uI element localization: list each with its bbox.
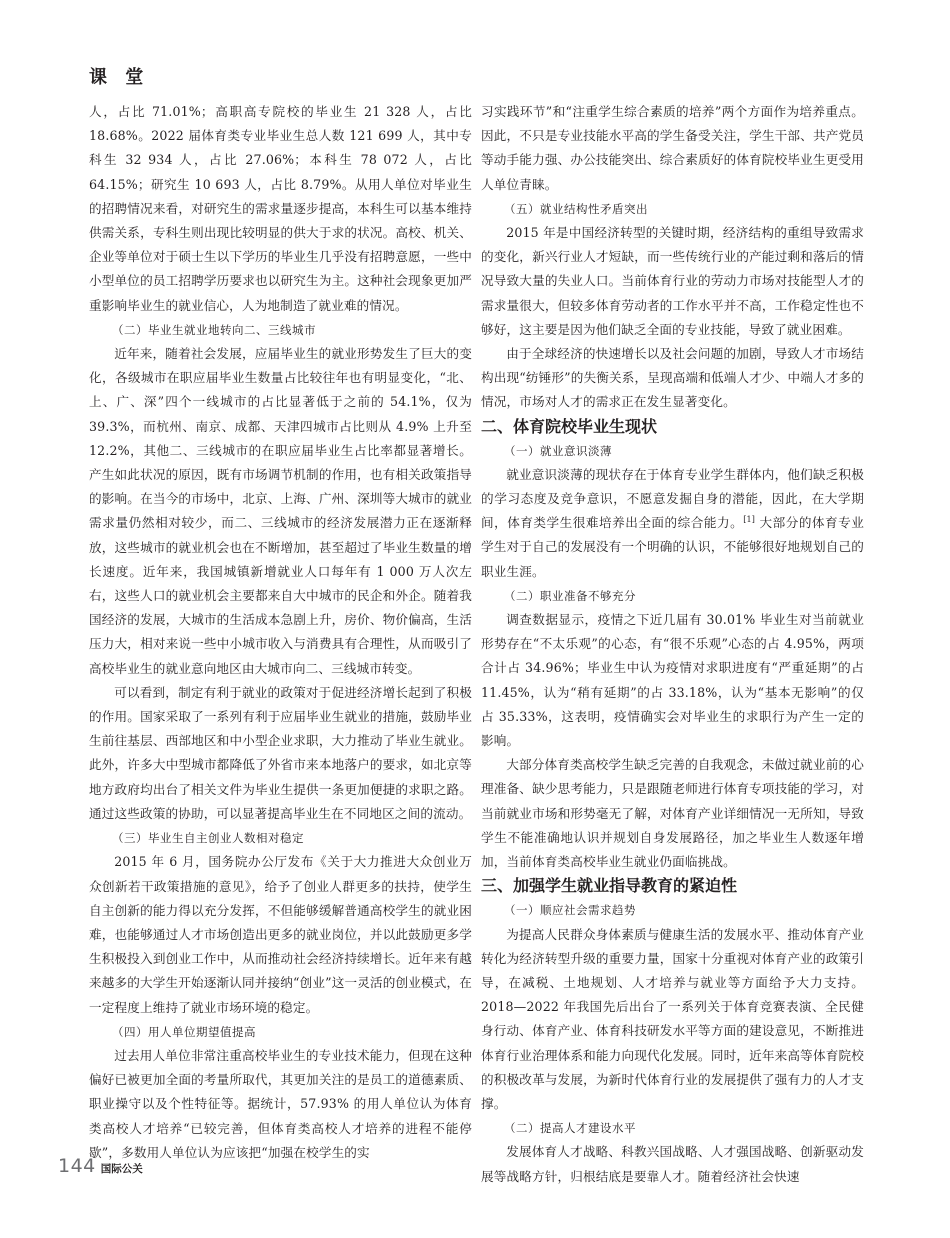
subheading: （三）毕业生自主创业人数相对稳定 — [112, 831, 304, 846]
paragraph-text: 就业意识淡薄的现状存在于体育专业学生群体内，他们缺乏积极的学习态度及竞争意识，不愿意发掘自身的潜能，因此，在大学期间，体育类学生很难培养出全面的综合能力。 — [481, 466, 864, 531]
section-heading: 二、体育院校毕业生现状 — [481, 416, 658, 436]
subheading: （二）提高人才建设水平 — [504, 1121, 636, 1136]
paragraph: 近年来，随着社会发展，应届毕业生的就业形势发生了巨大的变化，各级城市在职应届毕业生数量占比较往年也有明显变化，“北、上、广、深”四个一线城市的占比显著低于之前的 54.1%，仅为 39.3%，而杭州、南京、成都、天津四城市占比则从 4.9% 上升至 12.2%，其他二、三线城市的在职应届毕业生占比率都显著增长。产生如此状况的原因，既有市场调节机制的作用，也有相关政策指导的影响。在当今的市场中，北京、上海、广州、深圳等大城市的就业需求量仍然相对较少，而二、三线城市的经济发展潜力正在逐渐释放，这些城市的就业机会也在不断增加，甚至超过了毕业生数量的增长速度。近年来，我国城镇新增就业人口每年有 1 000 万人次左右，这些人口的就业机会主要都来自大中城市的民企和外企。随着我国经济的发展，大城市的生活成本急剧上升，房价、物价偏高，生活压力大，相对来说一些中小城市收入与消费具有合理性，从而吸引了高校毕业生的就业意向地区由大城市向二、三线城市转变。 — [89, 346, 472, 676]
paragraph: 2015 年是中国经济转型的关键时期，经济结构的重组导致需求的变化，新兴行业人才短缺，而一些传统行业的产能过剩和落后的情况导致大量的失业人口。当前体育行业的劳动力市场对技能型人才的需求量很大，但较多体育劳动者的工作水平并不高，工作稳定性也不够好，这主要是因为他们缺乏全面的专业技能，导致了就业困难。 — [481, 225, 864, 337]
paragraph: 大部分体育类高校学生缺乏完善的自我观念，未做过就业前的心理准备、缺少思考能力，只是跟随老师进行体育专项技能的学习，对当前就业市场和形势毫无了解，对体育产业详细情况一无所知，导致学生不能准确地认识并规划自身发展路径，加之毕业生人数逐年增加，当前体育类高校毕业生就业仍面临挑战。 — [481, 757, 864, 870]
right-column — [481, 100, 864, 1189]
page-footer — [58, 1155, 143, 1177]
subheading: （四）用人单位期望值提高 — [112, 1024, 256, 1039]
paragraph: 2015 年 6 月，国务院办公厅发布《关于大力推进大众创业万众创新若干政策措施的意见》，给予了创业人群更多的扶持，使学生自主创新的能力得以充分发挥，不但能够缓解普通高校学生的就业困难，也能够通过人才市场创造出更多的就业岗位，并以此鼓励更多学生积极投入到创业工作中，从而推动社会经济持续增长。近年来有越来越多的大学生开始逐渐认同并接纳“创业”这一灵活的创业模式，在一定程度上维持了就业市场环境的稳定。 — [89, 854, 472, 1015]
paragraph: 可以看到，制定有利于就业的政策对于促进经济增长起到了积极的作用。国家采取了一系列有利于应届毕业生就业的措施，鼓励毕业生前往基层、西部地区和中小型企业求职，大力推动了毕业生就业。此外，许多大中型城市都降低了外省市来本地落户的要求，如北京等地方政府均出台了相关文件为毕业生提供一条更加便捷的求职之路。通过这些政策的协助，可以显著提高毕业生在不同地区之间的流动。 — [89, 684, 472, 821]
page-number: 144 — [58, 1155, 96, 1177]
subheading: （一）就业意识淡薄 — [504, 443, 612, 458]
subheading: （一）顺应社会需求趋势 — [504, 903, 636, 918]
section-heading: 三、加强学生就业指导教育的紧迫性 — [481, 876, 738, 896]
citation: [1] — [743, 515, 755, 525]
section-title: 课 堂 — [89, 67, 150, 88]
paragraph: 过去用人单位非常注重高校毕业生的专业技术能力，但现在这种偏好已被更加全面的考量所取代，其更加关注的是员工的道德素质、职业操守以及个性特征等。据统计，57.93% 的用人单位认为体育类高校人才培养“已较完善，但体育类高校人才培养的进程不能停歇”，多数用人单位认为应该把“加强在校学生的实 — [89, 1047, 472, 1160]
paragraph: 人，占比 71.01%；高职高专院校的毕业生 21 328 人，占比 18.68%。2022 届体育类专业毕业生总人数 121 699 人，其中专科生 32 934 人，占比 27.06%；本科生 78 072 人，占比 64.15%；研究生 10 693 人，占比 8.79%。从用人单位对毕业生的招聘情况来看，对研究生的需求量逐步提高，本科生可以基本维持供需关系，专科生则出现比较明显的供大于求的状况。高校、机关、企业等单位对于硕士生以下学历的毕业生几乎没有招聘意愿，一些中小型单位的员工招聘学历要求也以研究生为主。这种社会现象更加严重影响毕业生的就业信心，人为地制造了就业难的情况。 — [89, 104, 472, 313]
subheading: （五）就业结构性矛盾突出 — [504, 201, 648, 216]
paragraph-text: 大部分的体育专业学生对于自己的发展没有一个明确的认识，不能够很好地规划自己的职业生涯。 — [481, 515, 865, 579]
paragraph: 调查数据显示，疫情之下近几届有 30.01% 毕业生对当前就业形势存在“不太乐观”的心态，有“很不乐观”心态的占 4.95%，两项合计占 34.96%；毕业生中认为疫情对求职进度有“严重延期”的占 11.45%，认为“稍有延期”的占 33.18%，认为“基本无影响”的仅占 35.33%，这表明，疫情确实会对毕业生的求职行为产生一定的影响。 — [481, 612, 864, 749]
left-column — [89, 100, 472, 1165]
paragraph: 习实践环节”和“注重学生综合素质的培养”两个方面作为培养重点。因此，不只是专业技能水平高的学生备受关注，学生干部、共产党员等动手能力强、办公技能突出、综合素质好的体育院校毕业生更受用人单位青睐。 — [481, 104, 864, 192]
journal-name: 国际公关 — [100, 1163, 143, 1175]
subheading: （二）毕业生就业地转向二、三线城市 — [112, 322, 316, 337]
paragraph — [481, 463, 864, 584]
subheading: （二）职业准备不够充分 — [504, 588, 636, 603]
paragraph: 为提高人民群众身体素质与健康生活的发展水平、推动体育产业转化为经济转型升级的重要力量，国家十分重视对体育产业的政策引导，在减税、土地规划、人才培养与就业等方面给予大力支持。2018—2022 年我国先后出台了一系列关于体育竞赛表演、全民健身行动、体育产业、体育科技研发水平等方面的建设意见，不断推进体育行业治理体系和能力向现代化发展。同时，近年来高等体育院校的积极改革与发展，为新时代体育行业的发展提供了强有力的人才支撑。 — [481, 926, 864, 1111]
paragraph: 由于全球经济的快速增长以及社会问题的加剧，导致人才市场结构出现“纺锤形”的失衡关系，呈现高端和低端人才少、中端人才多的情况，市场对人才的需求正在发生显著变化。 — [481, 346, 864, 410]
paragraph: 发展体育人才战略、科教兴国战略、人才强国战略、创新驱动发展等战略方针，归根结底是要靠人才。随着经济社会快速 — [481, 1144, 864, 1184]
